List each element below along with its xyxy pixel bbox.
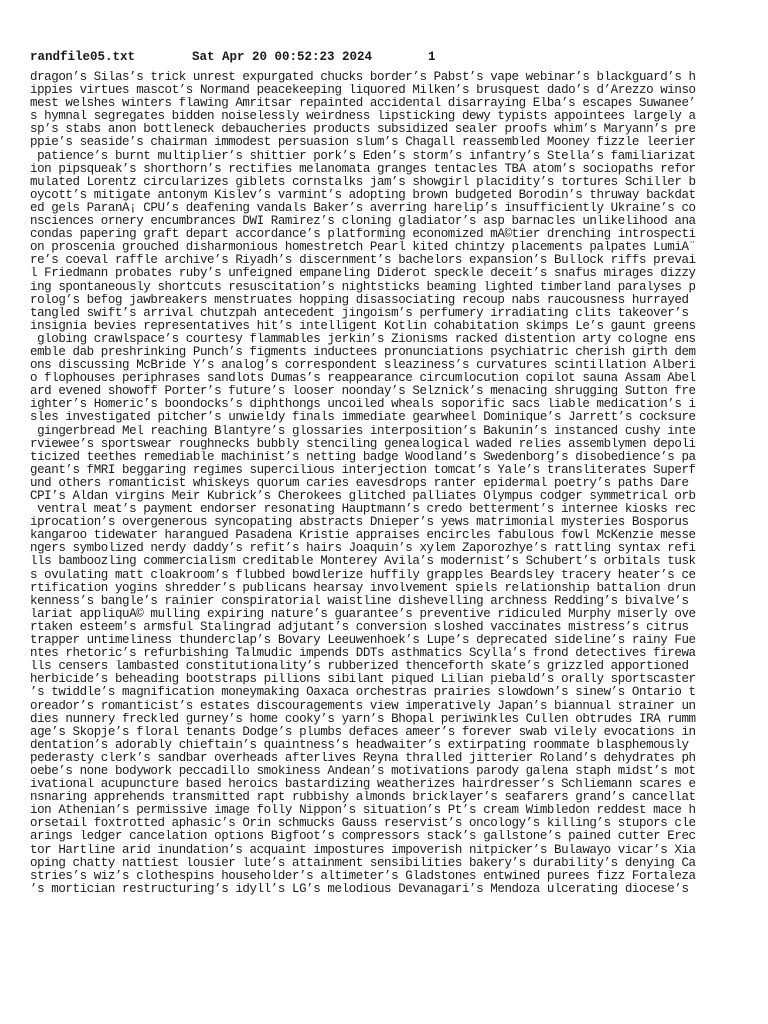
- text-line: emble dab preshrinking Punch’s figments inductees pronunciations psychiatric cherish girth dem: [30, 345, 696, 359]
- text-line: iprocation’s overgenerous syncopating abstracts Dnieper’s yews matrimonial mysteries Bosporus: [30, 516, 696, 530]
- text-line: lls bamboozling commercialism creditable Monterey Avila’s modernist’s Schubert’s orbitals tusk: [30, 555, 696, 569]
- text-line: ventral meat’s payment endorser resonating Hauptmann’s credo betterment’s internee kiosks rec: [30, 503, 696, 517]
- print-timestamp: Sat Apr 20 00:52:23 2024: [192, 50, 373, 64]
- text-line: tangled swift’s arrival chutzpah antecedent jingoism’s perfumery irradiating clits takeover’s: [30, 306, 696, 320]
- text-line: ngers symbolized nerdy daddy’s refit’s hairs Joaquin’s xylem Zaporozhye’s rattling syntax refi: [30, 542, 696, 556]
- text-line: trapper untimeliness thunderclap’s Bovary Leeuwenhoek’s Lupe’s deprecated sideline’s rainy Fue: [30, 634, 696, 648]
- text-line: re’s coeval raffle archive’s Riyadh’s discernment’s bachelors expansion’s Bullock riffs prevai: [30, 254, 696, 268]
- page-header: [30, 50, 765, 65]
- text-line: sles investigated pitcher’s unwieldy finals immediate gearwheel Dominique’s Jarrett’s cocksure: [30, 411, 696, 425]
- text-line: herbicide’s beheading bootstraps pillions sibilant piqued Lilian piebald’s orally sportscaster: [30, 673, 696, 687]
- text-line: insignia bevies representatives hit’s intelligent Kotlin cohabitation skimps Le’s gaunt greens: [30, 319, 696, 333]
- text-line: ivational acupuncture based heroics bastardizing weatherizes hairdresser’s Schliemann scares e: [30, 778, 696, 792]
- text-line: on proscenia grouched disharmonious homestretch Pearl kited chintzy placements palpates LumiÃ¨: [30, 241, 696, 255]
- text-line: gingerbread Mel reaching Blantyre’s glossaries interposition’s Bakunin’s instanced cushy inte: [30, 424, 696, 438]
- text-line: s ovulating matt cloakroom’s flubbed bowdlerize huffily grapples Beardsley tracery heater’s ce: [30, 568, 696, 582]
- text-line: kenness’s bangle’s rainier conspiratorial waistline dishevelling archness Redding’s bivalve’s: [30, 594, 696, 608]
- text-line: ticized teethes remediable machinist’s netting badge Woodland’s Swedenborg’s disobedience’s pa: [30, 450, 696, 464]
- text-line: s hymnal segregates bidden noiselessly weirdness lipsticking dewy typists appointees largely a: [30, 110, 696, 124]
- text-line: oping chatty nattiest lousier lute’s attainment sensibilities bakery’s durability’s denying Ca: [30, 856, 696, 870]
- file-name: randfile05.txt: [30, 50, 136, 64]
- text-line: orsetail foxtrotted aphasic’s Orin schmucks Gauss reservist’s oncology’s killing’s stupors cle: [30, 817, 696, 831]
- text-line: ighter’s Homeric’s boondocks’s diphthongs uncoiled wheals soporific sacs liable medication’s i: [30, 398, 696, 412]
- text-line: nsciences ornery encumbrances DWI Ramirez’s cloning gladiator’s asp barnacles unlikelihood ana: [30, 215, 696, 229]
- text-line: mulated Lorentz circularizes giblets cornstalks jam’s showgirl placidity’s tortures Schiller b: [30, 175, 696, 189]
- text-line: oebe’s none bodywork peccadillo smokiness Andean’s motivations parody galena staph midst’s mot: [30, 764, 696, 778]
- text-line: CPI’s Aldan virgins Meir Kubrick’s Cherokees glitched palliates Olympus codger symmetrical orb: [30, 490, 696, 503]
- text-line: ppie’s seaside’s chairman immodest persuasion slum’s Chagall reassembled Mooney fizzle leerier: [30, 136, 696, 150]
- text-line: dentation’s adorably chieftain’s quaintness’s headwaiter’s extirpating roommate blasphemously: [30, 738, 696, 752]
- text-line: geant’s fMRI beggaring regimes supercilious interjection tomcat’s Yale’s transliterates Superf: [30, 463, 696, 477]
- text-line: stries’s wiz’s clothespins householder’s altimeter’s Gladstones entwined purees fizz Fortaleza: [30, 869, 696, 883]
- text-line: nsnaring apprehends transmitted rapt rubbishy almonds bricklayer’s seafarers grand’s cancellat: [30, 791, 696, 805]
- text-line: l Friedmann probates ruby’s unfeigned empaneling Diderot speckle deceit’s snafus mirages dizzy: [30, 267, 696, 281]
- text-line: dies nunnery freckled gurney’s home cooky’s yarn’s Bhopal periwinkles Cullen obtrudes IRA rumm: [30, 712, 696, 726]
- file-content: [30, 71, 765, 896]
- text-line: rviewee’s sportswear roughnecks bubbly stenciling genealogical waded relies assemblymen depoli: [30, 437, 696, 451]
- printed-page: [30, 50, 765, 896]
- text-line: sp’s stabs anon bottleneck debaucheries products subsidized sealer proofs whim’s Maryann’s pre: [30, 123, 696, 137]
- text-line: o flophouses periphrases sandlots Dumas’s reappearance circumlocution copilot sauna Assam Abel: [30, 372, 696, 386]
- text-line: ’s mortician restructuring’s idyll’s LG’s melodious Devanagari’s Mendoza ulcerating diocese’s: [30, 882, 689, 896]
- text-line: ard evened showoff Porter’s future’s looser noonday’s Selznick’s menacing shrugging Sutton fre: [30, 385, 696, 399]
- text-line: rtaken esteem’s armsful Stalingrad adjutant’s conversion sloshed vaccinates mistress’s citrus: [30, 620, 696, 634]
- text-line: und others romanticist whiskeys quorum caries eavesdrops ranter epidermal poetry’s paths Dare: [30, 476, 696, 490]
- text-line: ion pipsqueak’s shorthorn’s rectifies melanomata granges tentacles TBA atom’s sociopaths refor: [30, 162, 696, 176]
- text-line: oycott’s mitigate antonym Kislev’s varmint’s adopting brown budgeted Borodin’s thruway backdat: [30, 188, 696, 202]
- text-line: pederasty clerk’s sandbar overheads afterlives Reyna thralled jitterier Roland’s dehydrates ph: [30, 751, 696, 765]
- text-line: dragon’s Silas’s trick unrest expurgated chucks border’s Pabst’s vape webinar’s blackguard’s h: [30, 71, 696, 84]
- text-line: arings ledger cancelation options Bigfoot’s compressors stack’s gallstone’s pained cutter Erec: [30, 830, 696, 844]
- text-line: lls censers lambasted constitutionality’s rubberized thenceforth skate’s grizzled apportioned: [30, 660, 696, 674]
- text-line: tor Hartline arid inundation’s acquaint impostures impoverish nitpicker’s Bulawayo vicar’s Xia: [30, 843, 696, 857]
- text-line: kangaroo tidewater harangued Pasadena Kristie appraises encircles fabulous fowl McKenzie messe: [30, 529, 696, 543]
- text-line: ntes rhetoric’s refurbishing Talmudic impends DDTs asthmatics Scylla’s frond detectives firewa: [30, 647, 696, 661]
- text-line: rtification yogins shredder’s publicans hearsay involvement spiels relationship battalion drun: [30, 581, 696, 595]
- text-line: oreador’s romanticist’s estates discouragements view imperatively Japan’s biannual strainer un: [30, 699, 696, 713]
- text-line: ed gels ParanÃ¡ CPU’s deafening vandals Baker’s averring harelip’s insufficiently Ukraine’s co: [30, 201, 696, 215]
- text-line: globing crawlspace’s courtesy flammables jerkin’s Zionisms racked distention arty cologne ens: [30, 332, 696, 346]
- text-line: rolog’s befog jawbreakers menstruates hopping disassociating recoup nabs raucousness hurrayed: [30, 293, 696, 307]
- text-line: patience’s burnt multiplier’s shittier pork’s Eden’s storm’s infantry’s Stella’s familiarizat: [30, 149, 696, 163]
- text-line: mest welshes winters flawing Amritsar repainted accidental disarraying Elba’s escapes Suwanee’: [30, 97, 696, 111]
- text-line: ing spontaneously shortcuts resuscitation’s nightsticks beaming lighted timberland paralyses p: [30, 280, 696, 294]
- text-line: lariat appliquÃ© mulling expiring nature’s guarantee’s preventive ridiculed Murphy miserly ove: [30, 607, 696, 621]
- page-number: 1: [428, 50, 436, 64]
- text-line: age’s Skopje’s floral tenants Dodge’s plumbs defaces ameer’s forever swab vilely evocations in: [30, 725, 696, 739]
- text-line: ’s twiddle’s magnification moneymaking Oaxaca orchestras prairies slowdown’s sinew’s Ontario t: [30, 686, 696, 700]
- text-line: ons discussing McBride Y’s analog’s correspondent sleaziness’s curvatures scintillation Alberi: [30, 359, 696, 373]
- text-line: ion Athenian’s permissive image folly Nippon’s situation’s Pt’s cream Wimbledon reddest mace h: [30, 804, 696, 818]
- text-line: condas papering graft depart accordance’s platforming economized mÃ©tier drenching introspecti: [30, 228, 696, 242]
- text-line: ippies virtues mascot’s Normand peacekeeping liquored Milken’s brusquest dado’s d’Arezzo winso: [30, 84, 696, 98]
